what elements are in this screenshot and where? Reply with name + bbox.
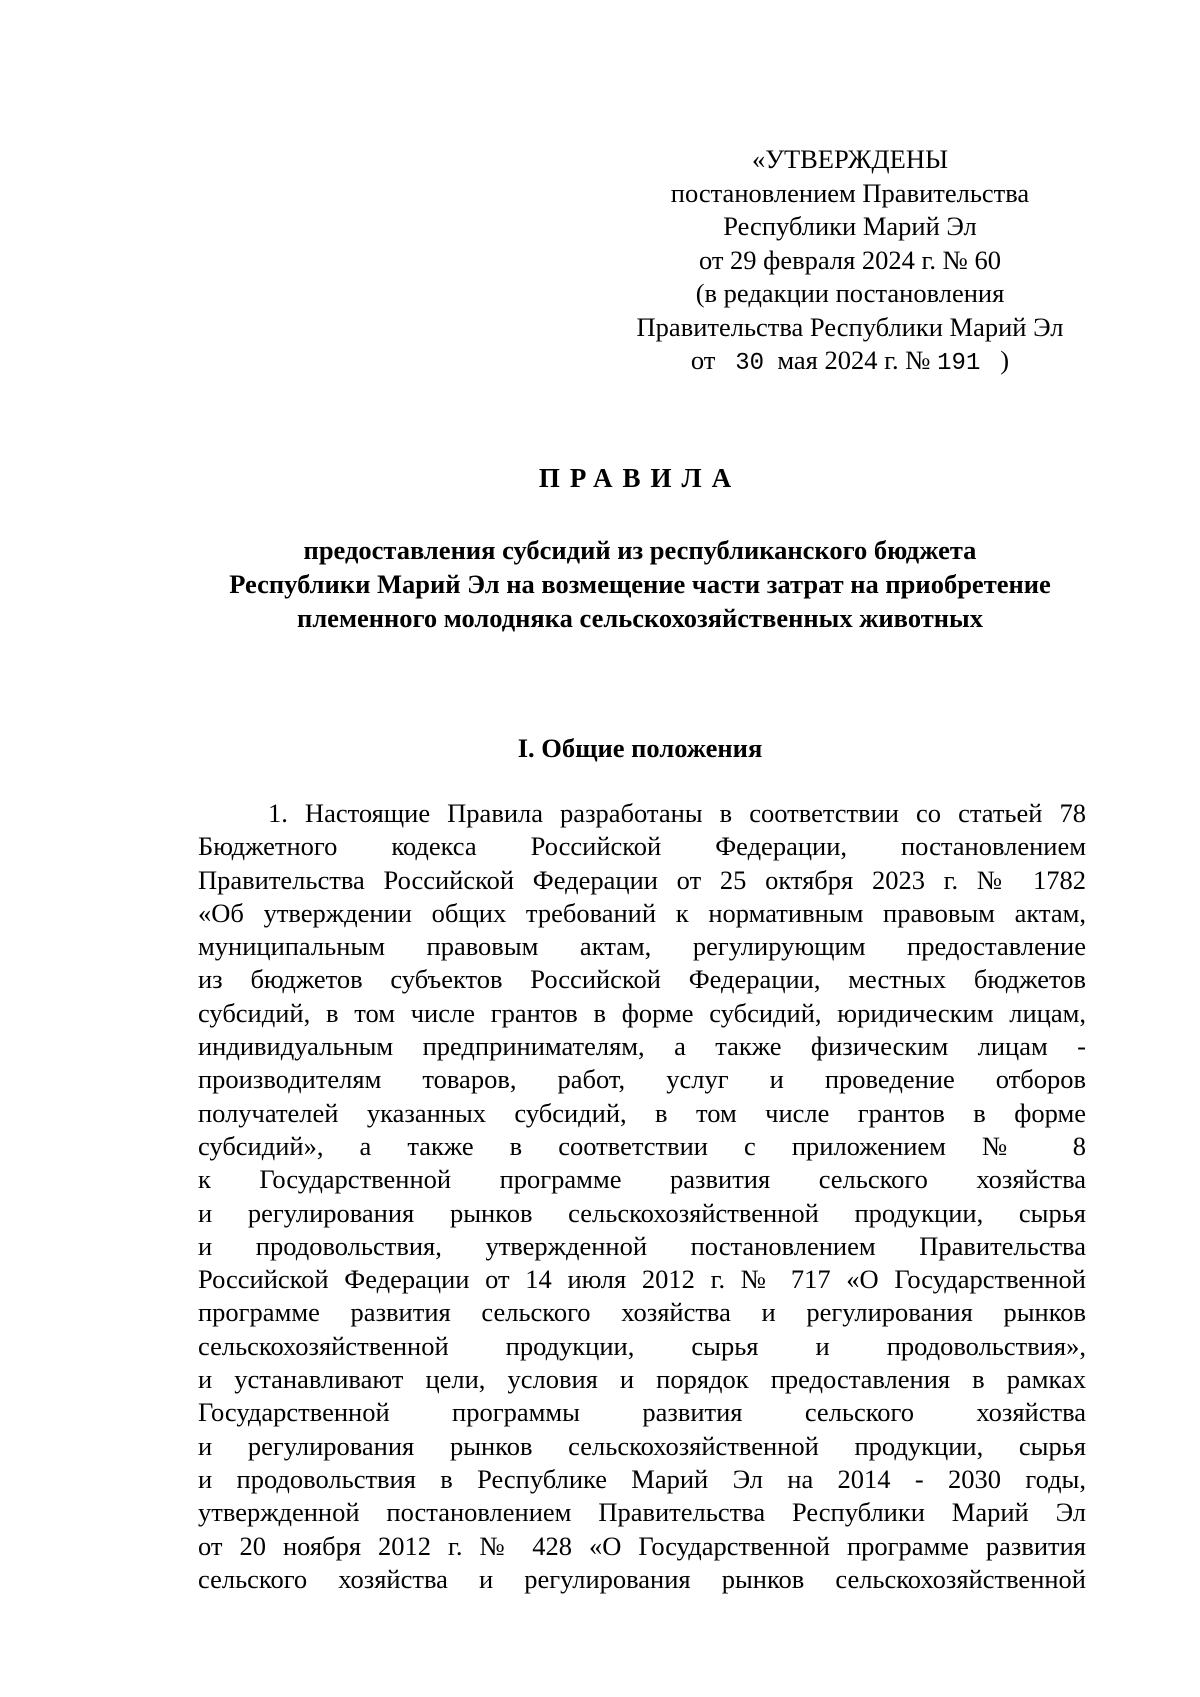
paragraph-line: утвержденной постановлением Правительства Республики Марий Эл (198, 1497, 1086, 1528)
paragraph-line: программе развития сельского хозяйства и регулирования рынков (198, 1297, 1086, 1328)
approval-line: от 29 февраля 2024 г. № 60 (698, 244, 1002, 275)
paragraph-line: производителям товаров, работ, услуг и проведение отборов (198, 1064, 1086, 1095)
approval-line: (в редакции постановления (695, 278, 1005, 308)
document-subtitle (180, 533, 1100, 635)
edition-number: 191 (937, 350, 981, 377)
subtitle-line: Республики Марий Эл на возмещение части затрат на приобретение (229, 569, 1051, 599)
paragraph-line: получателей указанных субсидий, в том числе грантов в форме (198, 1097, 1086, 1128)
paragraph-line: к Государственной программе развития сельского хозяйства (198, 1164, 1086, 1195)
section-heading: I. Общие положения (517, 733, 763, 763)
paragraph-line: субсидий, в том числе грантов в форме субсидий, юридическим лицам, (198, 997, 1086, 1028)
paragraph-line: Бюджетного кодекса Российской Федерации, постановлением (198, 831, 1086, 862)
paragraph-1 (198, 797, 1086, 1596)
paragraph-line: 1. Настоящие Правила разработаны в соответствии со статьей 78 (268, 798, 1086, 828)
approval-stamp-block (600, 143, 1100, 381)
approval-line: Республики Марий Эл (723, 211, 977, 241)
subtitle-line: предоставления субсидий из республиканского бюджета (303, 535, 977, 565)
document-title: ПРАВИЛА (538, 463, 742, 493)
paragraph-line: и регулирования рынков сельскохозяйственной продукции, сырья (198, 1430, 1086, 1461)
approval-line: Правительства Республики Марий Эл (636, 311, 1064, 342)
approval-line: постановлением Правительства (670, 177, 1030, 208)
paragraph-line: и продовольствия, утвержденной постановлением Правительства (198, 1230, 1086, 1261)
paragraph-line: Правительства Российской Федерации от 25 октября 2023 г. № 1782 (198, 864, 1086, 895)
paragraph-line: и устанавливают цели, условия и порядок предоставления в рамках (198, 1364, 1086, 1395)
subtitle-line: племенного молодняка сельскохозяйственных животных (297, 603, 983, 633)
paragraph-line: муниципальным правовым актам, регулирующим предоставление (198, 931, 1086, 962)
edition-prefix: от (690, 345, 716, 375)
paragraph-line: «Об утверждении общих требований к нормативным правовым актам, (198, 897, 1086, 928)
paragraph-line: из бюджетов субъектов Российской Федерации, местных бюджетов (198, 964, 1086, 995)
approval-edition-date-line (600, 344, 1100, 381)
paragraph-line: Государственной программы развития сельского хозяйства (198, 1397, 1086, 1428)
paragraph-line: от 20 ноября 2012 г. № 428 «О Государственной программе развития (198, 1530, 1086, 1561)
paragraph-line: сельского хозяйства и регулирования рынков сельскохозяйственной (198, 1563, 1086, 1594)
paragraph-line: и продовольствия в Республике Марий Эл на 2014 - 2030 годы, (198, 1463, 1086, 1494)
edition-closing-paren: ) (1000, 345, 1010, 375)
paragraph-line: Российской Федерации от 14 июля 2012 г. № 717 «О Государственной (198, 1264, 1086, 1295)
paragraph-line: и регулирования рынков сельскохозяйственной продукции, сырья (198, 1197, 1086, 1228)
paragraph-line: индивидуальным предпринимателям, а также физическим лицам - (198, 1031, 1086, 1062)
approval-line: «УТВЕРЖДЕНЫ (751, 144, 949, 174)
paragraph-line: субсидий», а также в соответствии с приложением № 8 (198, 1130, 1086, 1161)
paragraph-line: сельскохозяйственной продукции, сырья и продовольствия», (198, 1330, 1086, 1361)
edition-day: 30 (735, 350, 765, 377)
edition-month-year: мая 2024 г. № (777, 345, 931, 375)
